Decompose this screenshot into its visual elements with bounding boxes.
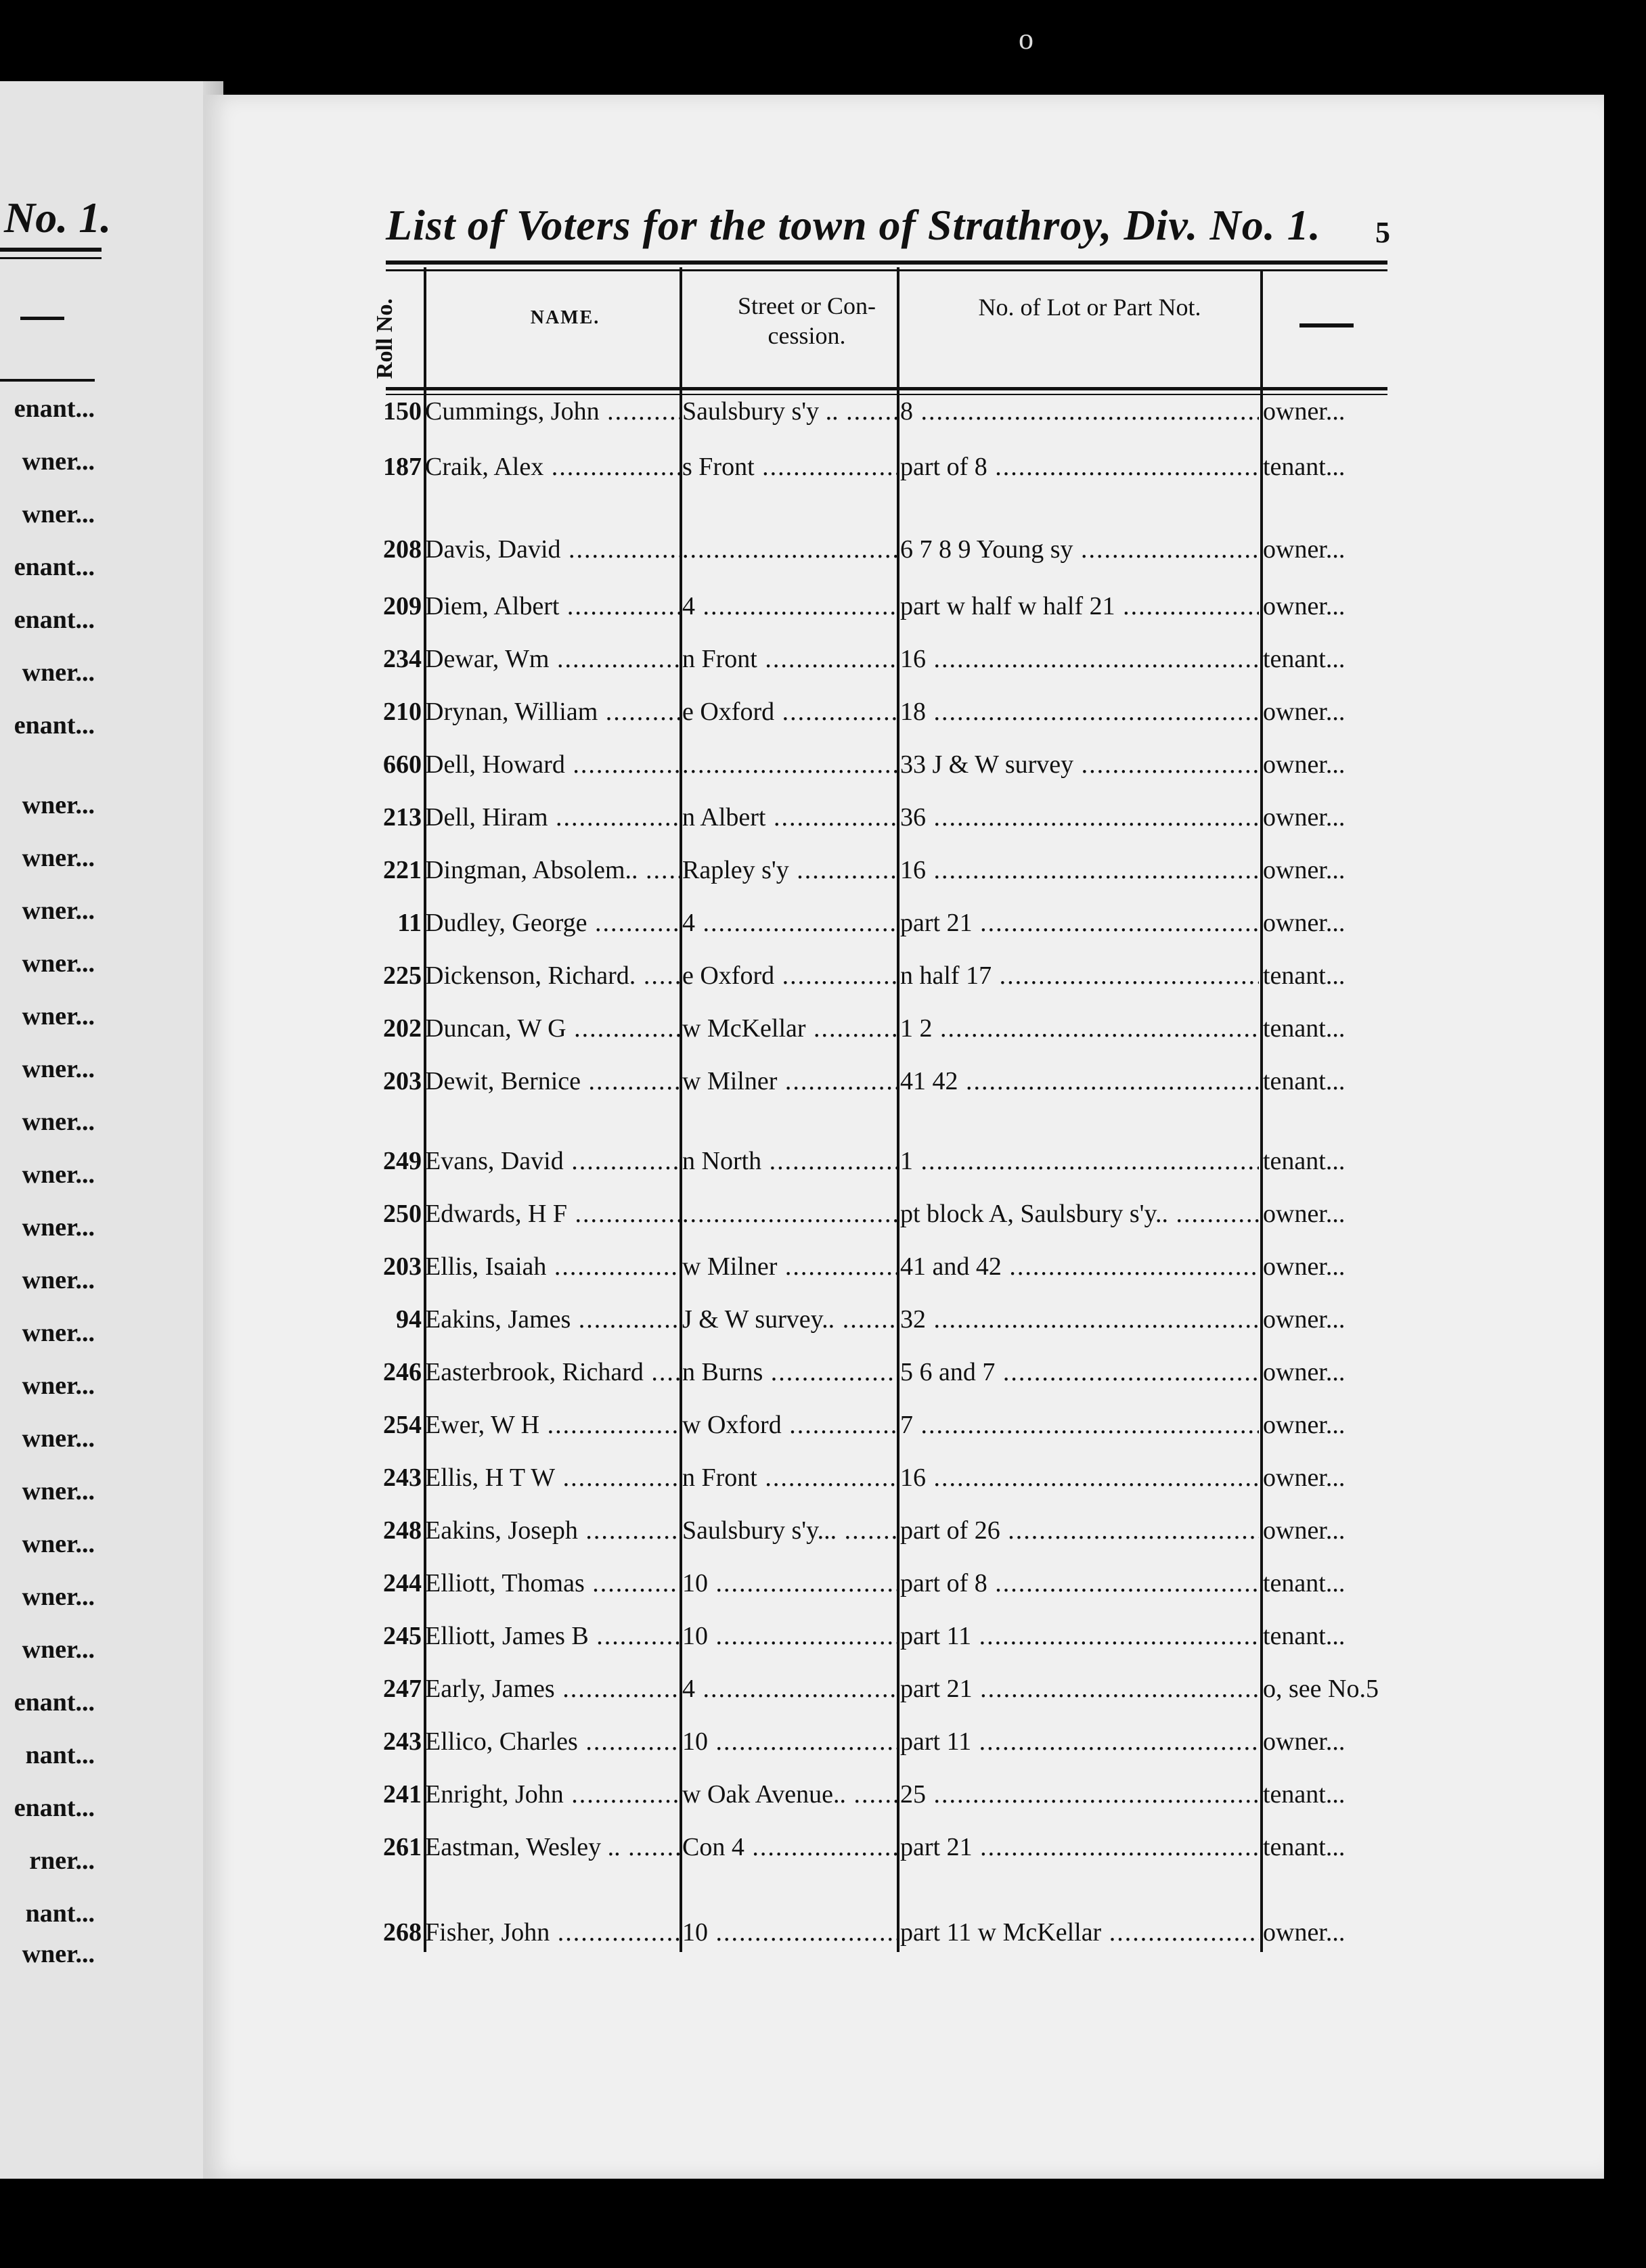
- voter-street-cell: Rapley s'y .....: [682, 850, 899, 890]
- voter-row: [0, 1669, 1646, 1709]
- voter-street-cell: Con 4 .....: [682, 1827, 899, 1867]
- voter-roll-cell: 210: [383, 698, 422, 726]
- left-tenure-entry: wner...: [22, 658, 95, 687]
- voter-roll-cell: 254: [383, 1411, 422, 1439]
- left-tenure-entry: wner...: [22, 1530, 95, 1558]
- left-header-rule: [0, 379, 95, 382]
- voter-street-cell: Saulsbury s'y... .....: [682, 1510, 899, 1551]
- voter-street-cell: 10 .....: [682, 1563, 899, 1604]
- voter-street-cell: [682, 1194, 899, 1234]
- voter-street-cell: s Front .....: [682, 447, 899, 487]
- voter-tenure-cell: tenant...: [1263, 453, 1345, 481]
- voter-street-cell: w Oxford .....: [682, 1405, 899, 1445]
- voter-row: [0, 529, 1646, 570]
- voter-lot-cell: 1 2 .....: [900, 1008, 1259, 1049]
- voter-lot-cell: 36 .....: [900, 797, 1259, 838]
- voter-tenure-cell: owner...: [1263, 909, 1345, 937]
- voter-tenure-cell: owner...: [1263, 1200, 1345, 1228]
- left-tenure-entry: nant...: [25, 1899, 95, 1928]
- voter-lot-cell: part of 26 .....: [900, 1510, 1259, 1551]
- left-tenure-entry: nant...: [25, 1741, 95, 1769]
- left-title-rule-thin: [0, 257, 102, 259]
- left-tenure-entry: wner...: [22, 1055, 95, 1083]
- voter-lot-cell: 16 .....: [900, 1457, 1259, 1498]
- left-tenure-entry: wner...: [22, 1940, 95, 1968]
- left-tenure-entry: wner...: [22, 1266, 95, 1294]
- voter-tenure-cell: tenant...: [1263, 1569, 1345, 1597]
- voter-row: [0, 1457, 1646, 1498]
- voter-street-cell: e Oxford .....: [682, 691, 899, 732]
- voter-row: [0, 1141, 1646, 1181]
- voter-row: [0, 1774, 1646, 1815]
- voter-lot-cell: 32 .....: [900, 1299, 1259, 1340]
- left-page-title: No. 1.: [4, 194, 112, 242]
- left-tenure-entry: wner...: [22, 500, 95, 528]
- voter-tenure-cell: tenant...: [1263, 1014, 1345, 1043]
- voter-roll-cell: 221: [383, 856, 422, 884]
- voter-street-cell: w Milner .....: [682, 1061, 899, 1102]
- voter-roll-cell: 150: [383, 397, 422, 426]
- voter-lot-cell: 16 .....: [900, 850, 1259, 890]
- left-tenure-entry: wner...: [22, 1477, 95, 1505]
- voter-row: [0, 1827, 1646, 1867]
- voter-row: [0, 1616, 1646, 1656]
- voter-street-cell: Saulsbury s'y .. .....: [682, 391, 899, 432]
- voter-roll-cell: 203: [383, 1252, 422, 1281]
- voter-row: [0, 391, 1646, 432]
- voter-name-cell: Eakins, James .....: [425, 1299, 682, 1340]
- voter-row: [0, 1721, 1646, 1762]
- voter-tenure-cell: tenant...: [1263, 645, 1345, 673]
- voter-tenure-cell: tenant...: [1263, 1622, 1345, 1650]
- voter-lot-cell: part 21 .....: [900, 1827, 1259, 1867]
- voter-street-cell: 10 .....: [682, 1616, 899, 1656]
- voter-street-cell: 4 .....: [682, 586, 899, 627]
- voter-tenure-cell: owner...: [1263, 1516, 1345, 1545]
- voter-street-cell: [682, 744, 899, 785]
- voter-name-cell: Dell, Hiram .....: [425, 797, 682, 838]
- voter-name-cell: Davis, David .....: [425, 529, 682, 570]
- voter-lot-cell: 16 .....: [900, 639, 1259, 679]
- voter-name-cell: Enright, John .....: [425, 1774, 682, 1815]
- voter-row: [0, 1510, 1646, 1551]
- voter-name-cell: Dewit, Bernice .....: [425, 1061, 682, 1102]
- voter-street-cell: w McKellar .....: [682, 1008, 899, 1049]
- title-rule-thin: [386, 269, 1387, 271]
- voter-lot-cell: 5 6 and 7 .....: [900, 1352, 1259, 1392]
- voter-tenure-cell: owner...: [1263, 698, 1345, 726]
- voter-lot-cell: part 11 .....: [900, 1721, 1259, 1762]
- voter-row: [0, 850, 1646, 890]
- left-tenure-entry: wner...: [22, 1635, 95, 1664]
- voter-name-cell: Dingman, Absolem.. .....: [425, 850, 682, 890]
- voter-street-cell: 4 .....: [682, 903, 899, 943]
- voter-roll-cell: 249: [383, 1147, 422, 1175]
- voter-name-cell: Fisher, John .....: [425, 1912, 682, 1953]
- voter-lot-cell: 7 .....: [900, 1405, 1259, 1445]
- left-tenure-entry: wner...: [22, 1319, 95, 1347]
- voter-name-cell: Easterbrook, Richard .....: [425, 1352, 682, 1392]
- voter-roll-cell: 11: [397, 909, 422, 937]
- voter-roll-cell: 248: [383, 1516, 422, 1545]
- voter-row: [0, 1352, 1646, 1392]
- voter-roll-cell: 244: [383, 1569, 422, 1597]
- voter-row: [0, 1299, 1646, 1340]
- left-tenure-entry: wner...: [22, 1002, 95, 1030]
- voter-name-cell: Evans, David .....: [425, 1141, 682, 1181]
- voter-row: [0, 1061, 1646, 1102]
- voter-roll-cell: 246: [383, 1358, 422, 1386]
- left-tenure-entry: wner...: [22, 1160, 95, 1189]
- voter-tenure-cell: o, see No.5: [1263, 1675, 1379, 1703]
- voter-lot-cell: 41 42 .....: [900, 1061, 1259, 1102]
- voter-tenure-cell: tenant...: [1263, 961, 1345, 990]
- voter-roll-cell: 243: [383, 1727, 422, 1756]
- voter-row: [0, 691, 1646, 732]
- voter-tenure-cell: owner...: [1263, 1464, 1345, 1492]
- header-rule-thick: [386, 387, 1387, 390]
- roll-no-header: Roll No.: [372, 298, 397, 379]
- voter-name-cell: Dickenson, Richard. .....: [425, 955, 682, 996]
- voter-lot-cell: 18 .....: [900, 691, 1259, 732]
- voter-lot-cell: 8 .....: [900, 391, 1259, 432]
- voter-tenure-cell: owner...: [1263, 750, 1345, 779]
- voter-row: [0, 955, 1646, 996]
- voter-roll-cell: 243: [383, 1464, 422, 1492]
- voter-street-cell: n Front .....: [682, 1457, 899, 1498]
- voter-lot-cell: part 21 .....: [900, 903, 1259, 943]
- left-tenure-entry: wner...: [22, 844, 95, 872]
- voter-lot-cell: 41 and 42 .....: [900, 1246, 1259, 1287]
- voter-lot-cell: 1 .....: [900, 1141, 1259, 1181]
- left-tenure-entry: enant...: [14, 553, 95, 581]
- voter-row: [0, 1008, 1646, 1049]
- voter-roll-cell: 660: [383, 750, 422, 779]
- voter-street-cell: w Milner .....: [682, 1246, 899, 1287]
- voter-street-cell: J & W survey.. .....: [682, 1299, 899, 1340]
- voter-street-cell: n Burns .....: [682, 1352, 899, 1392]
- voter-lot-cell: part 11 .....: [900, 1616, 1259, 1656]
- voter-roll-cell: 94: [396, 1305, 422, 1334]
- voter-roll-cell: 247: [383, 1675, 422, 1703]
- voter-tenure-cell: owner...: [1263, 1727, 1345, 1756]
- voter-name-cell: Eakins, Joseph .....: [425, 1510, 682, 1551]
- voter-lot-cell: 25 .....: [900, 1774, 1259, 1815]
- voter-name-cell: Dewar, Wm .....: [425, 639, 682, 679]
- voter-tenure-cell: owner...: [1263, 1918, 1345, 1947]
- voter-lot-cell: part 11 w McKellar .....: [900, 1912, 1259, 1953]
- tenure-header-dash: [1299, 323, 1354, 327]
- voter-row: [0, 1246, 1646, 1287]
- street-header: Street or Con- cession.: [738, 292, 876, 349]
- voter-roll-cell: 261: [383, 1833, 422, 1861]
- left-tenure-entry: wner...: [22, 1371, 95, 1400]
- left-header-dash: [20, 317, 64, 320]
- left-tenure-entry: wner...: [22, 1213, 95, 1242]
- voter-row: [0, 586, 1646, 627]
- voter-lot-cell: part of 8 .....: [900, 447, 1259, 487]
- voter-tenure-cell: owner...: [1263, 1252, 1345, 1281]
- voter-roll-cell: 209: [383, 592, 422, 620]
- voter-name-cell: Craik, Alex .....: [425, 447, 682, 487]
- voter-roll-cell: 203: [383, 1067, 422, 1095]
- voter-name-cell: Ewer, W H .....: [425, 1405, 682, 1445]
- left-tenure-entry: enant...: [14, 606, 95, 634]
- voter-row: [0, 797, 1646, 838]
- voter-name-cell: Ellico, Charles .....: [425, 1721, 682, 1762]
- left-tenure-entry: wner...: [22, 897, 95, 925]
- top-mark: o: [1019, 22, 1033, 55]
- voter-tenure-cell: owner...: [1263, 1305, 1345, 1334]
- left-tenure-entry: wner...: [22, 447, 95, 476]
- voter-street-cell: 10 .....: [682, 1721, 899, 1762]
- voter-name-cell: Diem, Albert .....: [425, 586, 682, 627]
- voter-row: [0, 1563, 1646, 1604]
- voter-tenure-cell: tenant...: [1263, 1780, 1345, 1809]
- title-rule-thick: [386, 260, 1387, 265]
- voter-lot-cell: part w half w half 21 .....: [900, 586, 1259, 627]
- voter-name-cell: Eastman, Wesley .. .....: [425, 1827, 682, 1867]
- left-tenure-entry: enant...: [14, 1794, 95, 1822]
- voter-roll-cell: 234: [383, 645, 422, 673]
- voter-name-cell: Elliott, Thomas .....: [425, 1563, 682, 1604]
- voter-name-cell: Drynan, William .....: [425, 691, 682, 732]
- voter-roll-cell: 225: [383, 961, 422, 990]
- voter-lot-cell: part of 8 .....: [900, 1563, 1259, 1604]
- voter-name-cell: Duncan, W G .....: [425, 1008, 682, 1049]
- left-tenure-entry: enant...: [14, 394, 95, 423]
- voter-name-cell: Ellis, Isaiah .....: [425, 1246, 682, 1287]
- voter-roll-cell: 187: [383, 453, 422, 481]
- left-tenure-entry: rner...: [29, 1846, 95, 1875]
- voter-tenure-cell: owner...: [1263, 1411, 1345, 1439]
- voter-street-cell: 10 .....: [682, 1912, 899, 1953]
- voter-street-cell: n North .....: [682, 1141, 899, 1181]
- voter-tenure-cell: owner...: [1263, 592, 1345, 620]
- voter-tenure-cell: owner...: [1263, 803, 1345, 832]
- voter-row: [0, 1912, 1646, 1953]
- voter-roll-cell: 250: [383, 1200, 422, 1228]
- voter-roll-cell: 208: [383, 535, 422, 564]
- voter-roll-cell: 241: [383, 1780, 422, 1809]
- left-tenure-entry: wner...: [22, 791, 95, 819]
- voter-roll-cell: 213: [383, 803, 422, 832]
- voter-street-cell: w Oak Avenue.. .....: [682, 1774, 899, 1815]
- voter-street-cell: n Front .....: [682, 639, 899, 679]
- voter-name-cell: Ellis, H T W .....: [425, 1457, 682, 1498]
- voter-row: [0, 1405, 1646, 1445]
- voter-tenure-cell: owner...: [1263, 397, 1345, 426]
- voter-name-cell: Edwards, H F .....: [425, 1194, 682, 1234]
- voter-tenure-cell: tenant...: [1263, 1147, 1345, 1175]
- voter-lot-cell: pt block A, Saulsbury s'y.. .....: [900, 1194, 1259, 1234]
- voter-street-cell: e Oxford .....: [682, 955, 899, 996]
- name-header: NAME.: [530, 307, 600, 328]
- left-tenure-entry: wner...: [22, 1424, 95, 1453]
- left-tenure-entry: enant...: [14, 1688, 95, 1717]
- left-tenure-entry: wner...: [22, 1583, 95, 1611]
- voter-tenure-cell: owner...: [1263, 1358, 1345, 1386]
- left-title-rule: [0, 248, 102, 252]
- voter-name-cell: Dell, Howard .....: [425, 744, 682, 785]
- voter-row: [0, 447, 1646, 487]
- voter-lot-cell: part 21 .....: [900, 1669, 1259, 1709]
- voter-lot-cell: 6 7 8 9 Young sy .....: [900, 529, 1259, 570]
- voter-roll-cell: 268: [383, 1918, 422, 1947]
- voter-roll-cell: 202: [383, 1014, 422, 1043]
- voter-tenure-cell: owner...: [1263, 856, 1345, 884]
- left-tenure-entry: enant...: [14, 711, 95, 740]
- voter-street-cell: 4 .....: [682, 1669, 899, 1709]
- voter-row: [0, 744, 1646, 785]
- voter-lot-cell: 33 J & W survey .....: [900, 744, 1259, 785]
- voter-name-cell: Elliott, James B .....: [425, 1616, 682, 1656]
- voter-row: [0, 639, 1646, 679]
- left-tenure-entry: wner...: [22, 1108, 95, 1136]
- voter-name-cell: Dudley, George .....: [425, 903, 682, 943]
- voter-name-cell: Cummings, John .....: [425, 391, 682, 432]
- left-tenure-entry: wner...: [22, 949, 95, 978]
- voter-tenure-cell: tenant...: [1263, 1833, 1345, 1861]
- voter-tenure-cell: owner...: [1263, 535, 1345, 564]
- voter-row: [0, 903, 1646, 943]
- voter-row: [0, 1194, 1646, 1234]
- voter-lot-cell: n half 17 .....: [900, 955, 1259, 996]
- page-title: List of Voters for the town of Strathroy, Div. No. 1.: [386, 201, 1321, 249]
- voter-street-cell: n Albert .....: [682, 797, 899, 838]
- lot-header: No. of Lot or Part Not.: [978, 294, 1201, 321]
- page-number: 5: [1375, 216, 1390, 249]
- voter-name-cell: Early, James .....: [425, 1669, 682, 1709]
- voter-roll-cell: 245: [383, 1622, 422, 1650]
- voter-street-cell: [682, 529, 899, 570]
- voter-tenure-cell: tenant...: [1263, 1067, 1345, 1095]
